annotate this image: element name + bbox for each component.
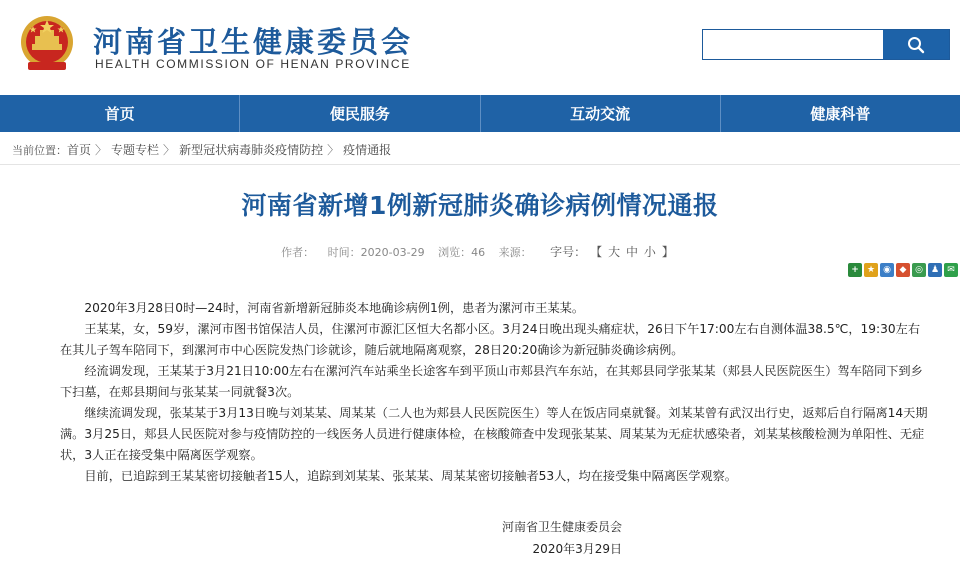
font-size-small[interactable]: 小 [643, 245, 656, 259]
nav-item-home[interactable]: 首页 [104, 105, 135, 123]
breadcrumb-lead: 当前位置： [12, 143, 67, 157]
meta-author: 作者： [281, 246, 315, 259]
signature-date: 2020年3月29日 [532, 542, 622, 556]
article-paragraph: 目前，已追踪到王某某密切接触者15人，追踪到刘某某、张某某、周某某密切接触者53人，均在接受集中隔离医学观察。 [60, 469, 737, 483]
meta-time: 时间：2020-03-29 [327, 246, 425, 259]
plus-icon[interactable]: + [848, 263, 862, 277]
site-subtitle: HEALTH COMMISSION OF HENAN PROVINCE [95, 57, 411, 71]
wechat-icon[interactable]: ✉ [944, 263, 958, 277]
weibo-icon[interactable]: ★ [864, 263, 878, 277]
breadcrumb-special-topics[interactable]: 专题专栏 [111, 143, 160, 157]
font-size-bracket-close: 】 [661, 245, 674, 259]
article-meta [0, 243, 960, 260]
meta-views: 浏览：46 [438, 246, 486, 259]
font-size-large[interactable]: 大 [608, 245, 621, 259]
site-title: 河南省卫生健康委员会 [93, 25, 414, 59]
national-emblem-icon [18, 14, 76, 74]
person-icon[interactable]: ♟ [928, 263, 942, 277]
breadcrumb-divider [0, 164, 960, 165]
font-size-label: 字号： [550, 245, 587, 259]
font-size-control [545, 245, 679, 259]
article-signature [492, 516, 622, 560]
share-bar [848, 263, 958, 277]
main-nav [0, 95, 960, 132]
article-paragraph: 经流调发现，王某某于3月21日10:00左右在漯河汽车站乘坐长途客车到平顶山市郏县汽车东站，在其郏县同学张某某（郏县人民医院医生）驾车陪同下到乡下扫墓，在郏县期间与张某某一同就餐3次。 [60, 364, 923, 399]
breadcrumb-home[interactable]: 首页 [67, 143, 92, 157]
breadcrumb-epidemic-report[interactable]: 疫情通报 [343, 143, 392, 157]
meta-source: 来源： [498, 246, 532, 259]
breadcrumb-covid-prevention[interactable]: 新型冠状病毒肺炎疫情防控 [179, 143, 324, 157]
douban-icon[interactable]: ◎ [912, 263, 926, 277]
search-button[interactable] [883, 30, 949, 59]
qq-icon[interactable]: ◉ [880, 263, 894, 277]
article-title: 河南省新增1例新冠肺炎确诊病例情况通报 [241, 191, 719, 220]
nav-item-services[interactable]: 便民服务 [329, 105, 390, 123]
search-icon [906, 35, 926, 55]
breadcrumb [12, 141, 391, 158]
site-header [0, 0, 960, 95]
search-box [702, 29, 950, 60]
renren-icon[interactable]: ◆ [896, 263, 910, 277]
nav-item-interaction[interactable]: 互动交流 [570, 105, 631, 123]
nav-item-health-science[interactable]: 健康科普 [810, 105, 871, 123]
breadcrumb-separator: 〉 [95, 143, 108, 157]
article-paragraph: 2020年3月28日0时—24时，河南省新增新冠肺炎本地确诊病例1例，患者为漯河市王某某。 [60, 301, 585, 315]
breadcrumb-separator: 〉 [327, 143, 340, 157]
article-body [60, 298, 930, 487]
breadcrumb-separator: 〉 [163, 143, 176, 157]
article-paragraph: 继续流调发现，张某某于3月13日晚与刘某某、周某某（二人也为郏县人民医院医生）等人在饭店同桌就餐。刘某某曾有武汉出行史，返郏后自行隔离14天期满。3月25日，郏县人民医院对参与疫情防控的一线医务人员进行健康体检，在核酸筛查中发现张某某、周某某为无症状感染者，刘某某核酸检测为单阳性、无症状，3人正在接受集中隔离医学观察。 [60, 406, 928, 462]
article-paragraph: 王某某，女，59岁，漯河市图书馆保洁人员，住漯河市源汇区恒大名都小区。3月24日晚出现头痛症状，26日下午17:00左右自测体温38.5℃，19:30左右在其儿子驾车陪同下，到漯河市中心医院发热门诊就诊，随后就地隔离观察，28日20:20确诊为新冠肺炎确诊病例。 [60, 322, 921, 357]
search-input[interactable] [703, 30, 883, 59]
signature-org: 河南省卫生健康委员会 [501, 520, 622, 534]
font-size-bracket-open: 【 [596, 245, 603, 259]
font-size-medium[interactable]: 中 [625, 245, 638, 259]
